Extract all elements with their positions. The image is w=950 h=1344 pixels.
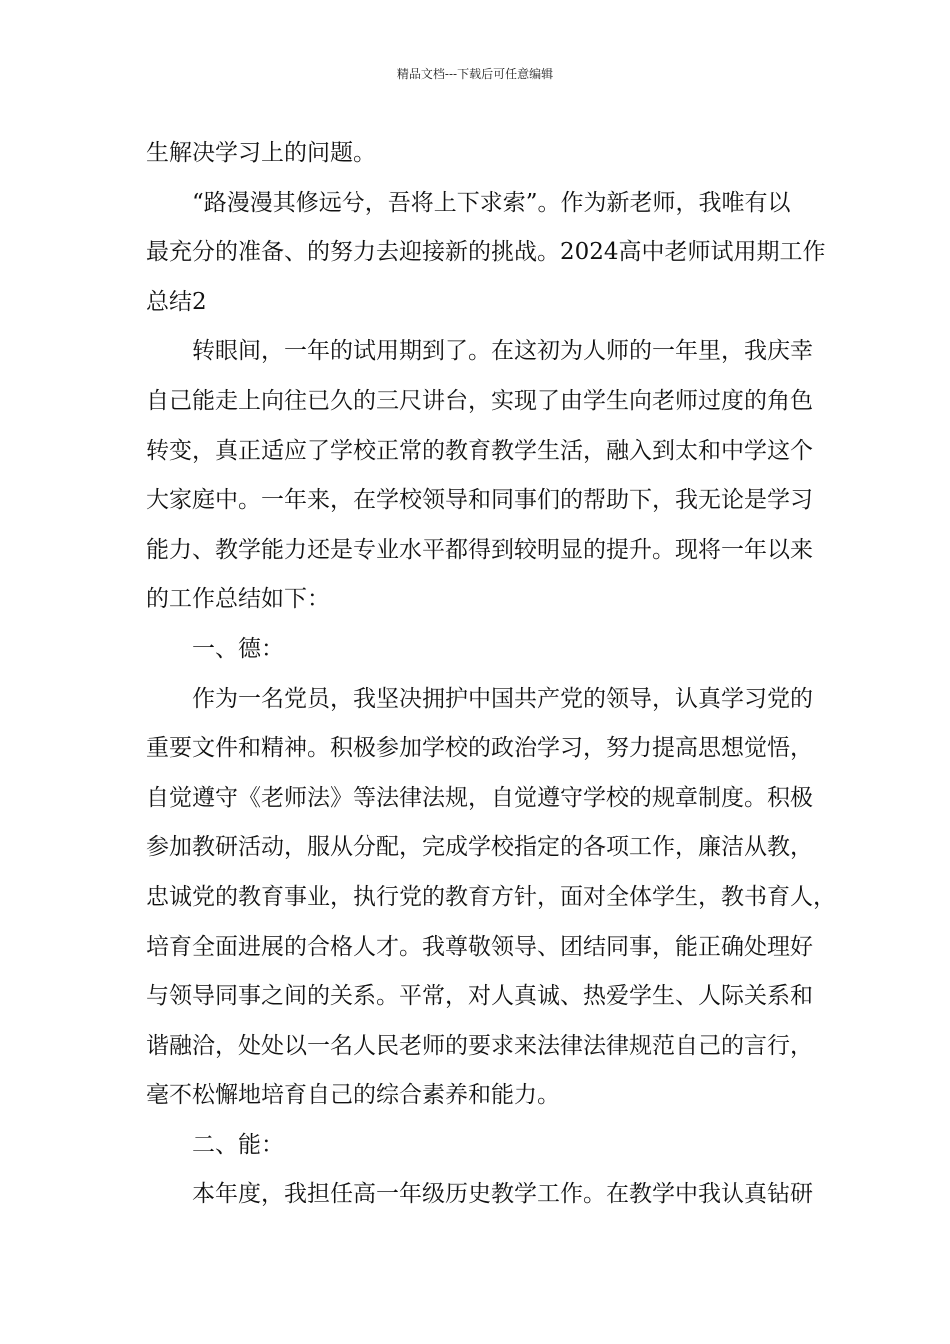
text-line: 大家庭中。一年来，在学校领导和同事们的帮助下，我无论是学习 xyxy=(146,487,813,514)
paragraph-start-line: 转眼间，一年的试用期到了。在这初为人师的一年里，我庆幸 xyxy=(192,338,813,365)
text-line: 与领导同事之间的关系。平常，对人真诚、热爱学生、人际关系和 xyxy=(146,983,813,1010)
document-body xyxy=(146,129,836,1220)
paragraph-start-line: 作为一名党员，我坚决拥护中国共产党的领导，认真学习党的 xyxy=(192,685,813,712)
text-line: 总结2 xyxy=(146,288,207,315)
text-line: 谐融洽，处处以一名人民老师的要求来法律法律规范自己的言行， xyxy=(146,1032,813,1059)
text-line: 能力、教学能力还是专业水平都得到较明显的提升。现将一年以来 xyxy=(146,536,813,563)
text-line: 转变，真正适应了学校正常的教育教学生活，融入到太和中学这个 xyxy=(146,437,813,464)
text-line: 最充分的准备、的努力去迎接新的挑战。2024高中老师试用期工作 xyxy=(146,239,826,266)
page-header: 精品文档---下载后可任意编辑 xyxy=(396,67,554,81)
text-line: 自己能走上向往已久的三尺讲台，实现了由学生向老师过度的角色 xyxy=(146,387,813,414)
text-line: 培育全面进展的合格人才。我尊敬领导、团结同事，能正确处理好 xyxy=(146,933,813,960)
section-heading: 二、能： xyxy=(192,1131,284,1158)
text-line: 自觉遵守《老师法》等法律法规，自觉遵守学校的规章制度。积极 xyxy=(146,784,813,811)
text-line: 忠诚党的教育事业，执行党的教育方针，面对全体学生，教书育人， xyxy=(146,883,836,910)
text-line: 的工作总结如下： xyxy=(146,586,330,613)
text-line: 重要文件和精神。积极参加学校的政治学习，努力提高思想觉悟， xyxy=(146,735,813,762)
section-heading: 一、德： xyxy=(192,635,284,662)
text-line: 生解决学习上的问题。 xyxy=(146,140,376,166)
paragraph-start-line: “路漫漫其修远兮，吾将上下求索”。作为新老师，我唯有以 xyxy=(192,189,791,216)
paragraph-start-line: 本年度，我担任高一年级历史教学工作。在教学中我认真钻研 xyxy=(192,1181,813,1208)
text-line: 参加教研活动，服从分配，完成学校指定的各项工作，廉洁从教， xyxy=(146,834,813,861)
text-line: 毫不松懈地培育自己的综合素养和能力。 xyxy=(146,1082,560,1109)
